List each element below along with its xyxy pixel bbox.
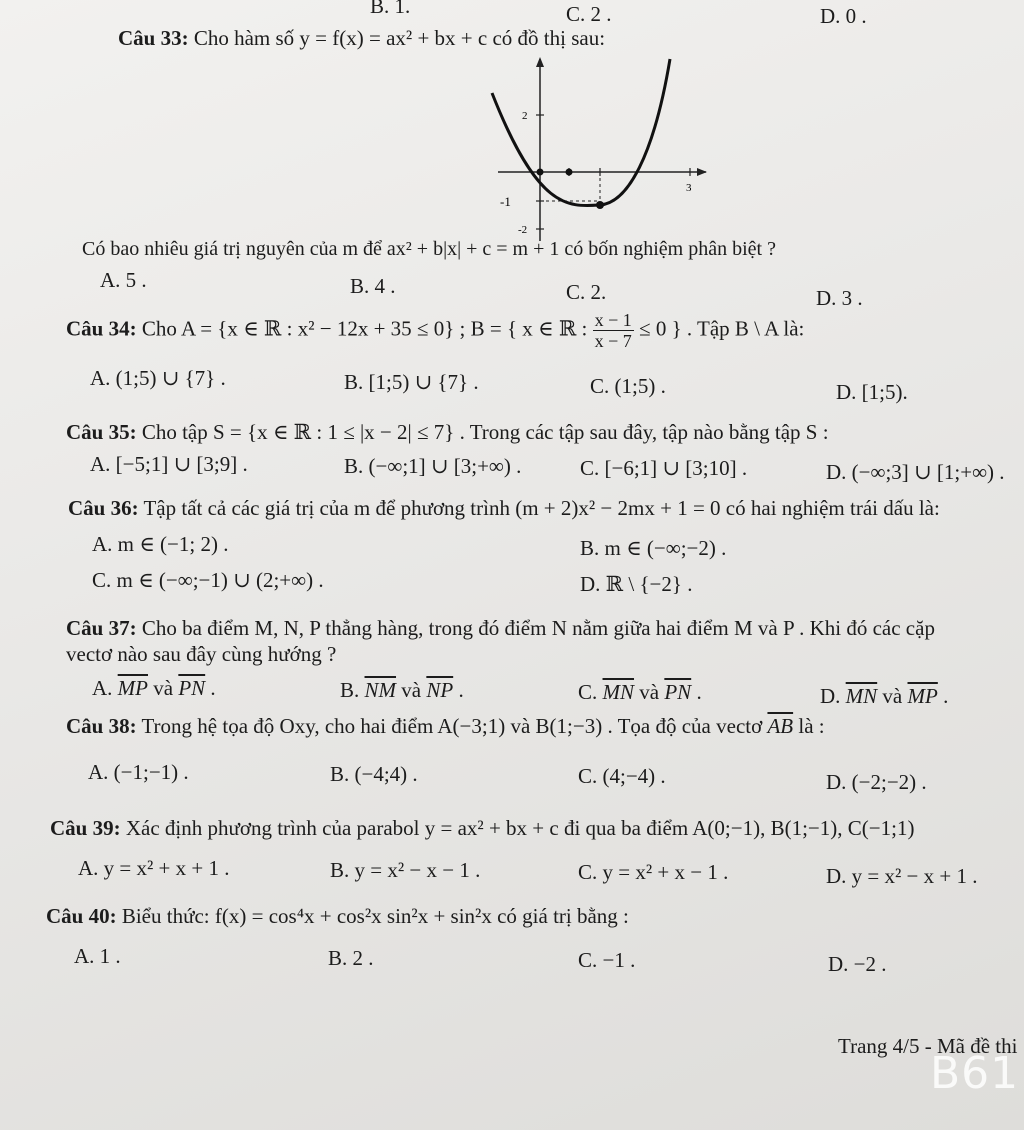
q39-title: Câu 39: <box>50 816 121 840</box>
q36-option-c: C. m ∈ (−∞;−1) ∪ (2;+∞) . <box>92 568 324 592</box>
q35-option-d: D. (−∞;3] ∪ [1;+∞) . <box>826 460 1005 484</box>
q34-fraction <box>593 310 634 351</box>
q33-stem: Cho hàm số y = f(x) = ax² + bx + c có đồ thị sau: <box>193 26 606 50</box>
q33-option-d: D. 3 . <box>816 286 863 310</box>
q39-line <box>50 816 914 841</box>
q38-line <box>66 714 825 739</box>
q40-title: Câu 40: <box>46 904 117 928</box>
q37-title: Câu 37: <box>66 616 137 640</box>
q33-graph <box>478 55 708 245</box>
q37-line-1 <box>66 616 935 641</box>
q34-frac-den: x − 7 <box>594 331 632 351</box>
graph-x-arrow <box>697 168 707 176</box>
q37-option-a: A. $\overline{MP}$ và $\overline{PN}$ . <box>92 676 216 700</box>
q37-option-d: D. $\overline{MN}$ và $\overline{MP}$ . <box>820 684 949 708</box>
q35-line <box>66 420 829 445</box>
q33-line <box>118 26 605 51</box>
q36-stem: Tập tất cả các giá trị của m để phương trình (m + 2)x² − 2mx + 1 = 0 có hai nghiệm trái dấu là: <box>143 496 940 520</box>
q37-option-c: C. $\overline{MN}$ và $\overline{PN}$ . <box>578 680 702 704</box>
prev-option-d: D. 0 . <box>820 4 867 28</box>
q35-option-a: A. [−5;1] ∪ [3;9] . <box>90 452 248 476</box>
q39-option-b: B. y = x² − x − 1 . <box>330 858 481 882</box>
graph-parabola <box>492 59 670 206</box>
q40-stem: Biểu thức: f(x) = cos⁴x + cos²x sin²x + sin²x có giá trị bằng : <box>121 904 629 928</box>
page-footer: Trang 4/5 - Mã đề thi <box>838 1034 1018 1058</box>
vector-ab: $\overline{AB}$ <box>767 714 794 738</box>
prev-option-c: C. 2 . <box>566 2 612 26</box>
q34-option-b: B. [1;5) ∪ {7} . <box>344 370 479 394</box>
graph-label-ym2: -2 <box>518 224 528 236</box>
q40-line <box>46 904 629 929</box>
q34-option-d: D. [1;5). <box>836 380 908 404</box>
q36-option-b: B. m ∈ (−∞;−2) . <box>580 536 727 560</box>
q35-stem: Cho tập S = {x ∈ ℝ : 1 ≤ |x − 2| ≤ 7} . Trong các tập sau đây, tập nào bằng tập S : <box>141 420 829 444</box>
q34-stem-a: Cho A = {x ∈ ℝ : x² − 12x + 35 ≤ 0} ; B = { x ∈ ℝ : <box>141 316 588 341</box>
prev-option-b: B. 1. <box>370 0 411 18</box>
graph-label-y2: 2 <box>522 110 528 122</box>
vector-mn: $\overline{MN}$ <box>845 684 878 708</box>
q36-option-d: D. ℝ \ {−2} . <box>580 572 693 596</box>
vector-pn: $\overline{PN}$ <box>664 680 692 704</box>
q40-option-c: C. −1 . <box>578 948 636 972</box>
q40-option-d: D. −2 . <box>828 952 887 976</box>
vector-mn: $\overline{MN}$ <box>602 680 635 704</box>
q38-option-b: B. (−4;4) . <box>330 762 418 786</box>
q35-option-b: B. (−∞;1] ∪ [3;+∞) . <box>344 454 522 478</box>
q38-stem: Trong hệ tọa độ Oxy, cho hai điểm A(−3;1) và B(1;−3) . Tọa độ của vectơ <box>141 714 763 738</box>
vector-mp: $\overline{MP}$ <box>117 676 148 700</box>
q37-option-b: B. $\overline{NM}$ và $\overline{NP}$ . <box>340 678 464 702</box>
q39-option-a: A. y = x² + x + 1 . <box>78 856 230 880</box>
vector-pn: $\overline{PN}$ <box>178 676 206 700</box>
q36-option-a: A. m ∈ (−1; 2) . <box>92 532 229 556</box>
q40-option-b: B. 2 . <box>328 946 374 970</box>
graph-label-ym1: -1 <box>500 194 511 209</box>
q34-stem-b: ≤ 0 } . Tập B \ A là: <box>639 316 805 341</box>
vector-np: $\overline{NP}$ <box>426 678 454 702</box>
q39-stem: Xác định phương trình của parabol y = ax² + bx + c đi qua ba điểm A(0;−1), B(1;−1), C(−1;1) <box>125 816 915 840</box>
graph-label-x3: 3 <box>686 182 692 194</box>
q38-option-d: D. (−2;−2) . <box>826 770 927 794</box>
q36-line <box>68 496 940 521</box>
q39-option-d: D. y = x² − x + 1 . <box>826 864 978 888</box>
vector-nm: $\overline{NM}$ <box>364 678 397 702</box>
q33-option-a: A. 5 . <box>100 268 147 292</box>
q39-option-c: C. y = x² + x − 1 . <box>578 860 729 884</box>
q40-option-a: A. 1 . <box>74 944 121 968</box>
graph-y-arrow <box>536 57 544 67</box>
q38-stem-end: là : <box>798 714 825 738</box>
q38-option-a: A. (−1;−1) . <box>88 760 189 784</box>
q35-option-c: C. [−6;1] ∪ [3;10] . <box>580 456 748 480</box>
q33-title: Câu 33: <box>118 26 189 50</box>
watermark-stamp: B61 <box>930 1048 1020 1099</box>
q36-title: Câu 36: <box>68 496 139 520</box>
q37-stem-1: Cho ba điểm M, N, P thẳng hàng, trong đó điểm N nằm giữa hai điểm M và P . Khi đó các cặp <box>141 616 935 640</box>
q34-frac-num: x − 1 <box>594 310 632 330</box>
q37-stem-2: vectơ nào sau đây cùng hướng ? <box>66 642 337 666</box>
graph-point-y-intercept <box>537 169 544 176</box>
q34-title: Câu 34: <box>66 316 137 341</box>
q33-question: Có bao nhiêu giá trị nguyên của m để ax² + b|x| + c = m + 1 có bốn nghiệm phân biệt ? <box>82 238 776 260</box>
q38-title: Câu 38: <box>66 714 137 738</box>
q34-line <box>66 310 804 351</box>
q34-option-c: C. (1;5) . <box>590 374 666 398</box>
q33-option-c: C. 2. <box>566 280 607 304</box>
graph-point-root <box>566 169 573 176</box>
graph-point-vertex <box>596 201 604 209</box>
q33-option-b: B. 4 . <box>350 274 396 298</box>
q34-option-a: A. (1;5) ∪ {7} . <box>90 366 226 390</box>
q38-option-c: C. (4;−4) . <box>578 764 666 788</box>
q35-title: Câu 35: <box>66 420 137 444</box>
vector-mp: $\overline{MP}$ <box>907 684 938 708</box>
